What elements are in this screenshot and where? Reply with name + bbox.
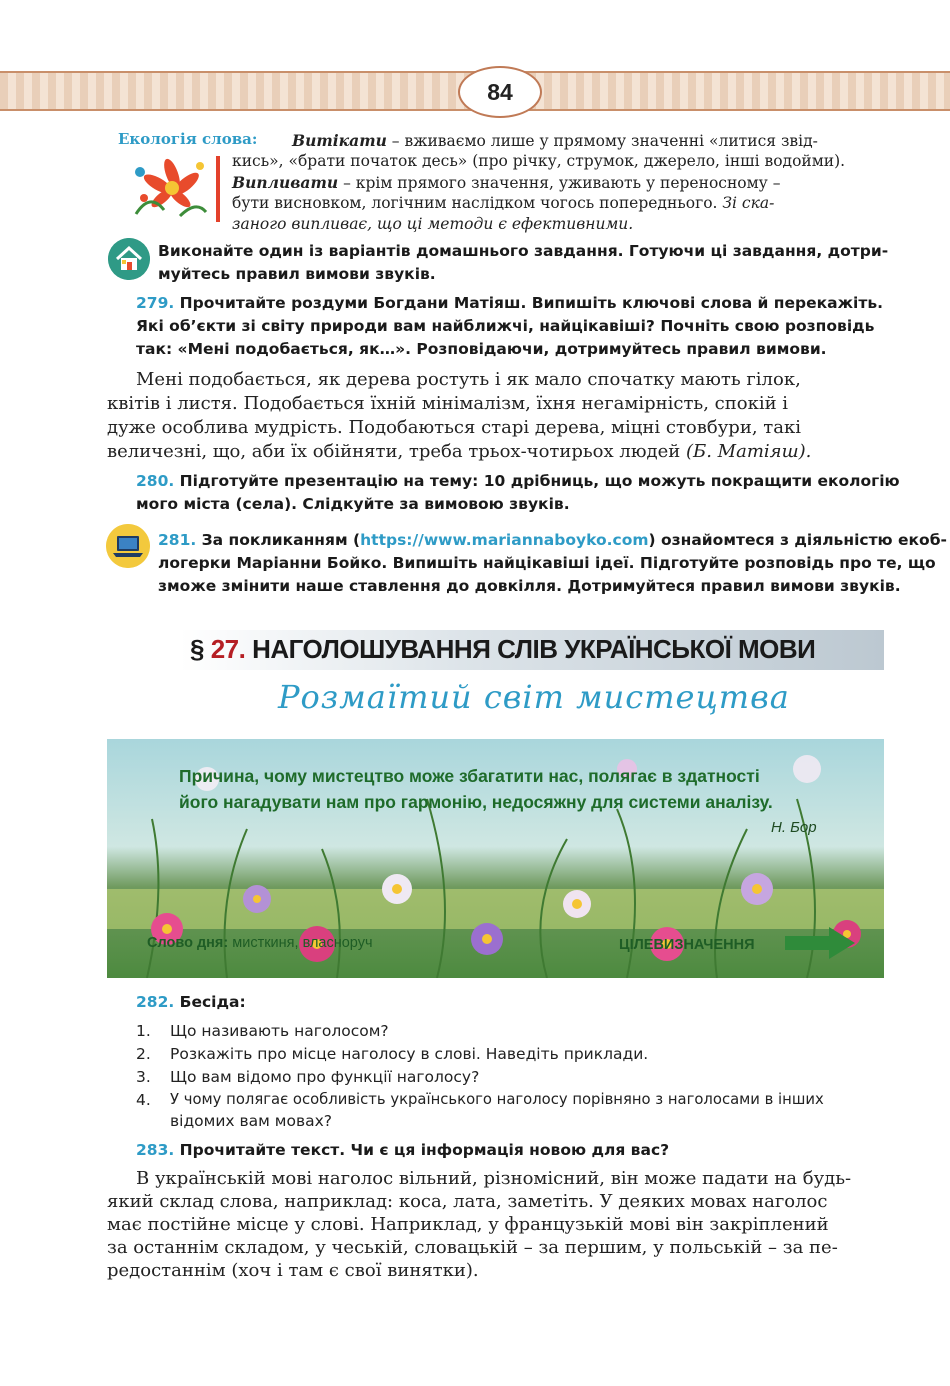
- list-item-2: 2.: [136, 1045, 151, 1063]
- page-number: 84: [458, 66, 542, 118]
- task-281-line-3: зможе змінити наше ставлення до довкілля. Дотримуйтеся правил вимови звуків.: [158, 577, 901, 595]
- text-279-line-3: дуже особлива мудрість. Подобаються старі дерева, міцні стовбури, такі: [107, 417, 801, 438]
- section-title: НАГОЛОШУВАННЯ СЛІВ УКРАЇНСЬКОЇ МОВИ: [252, 634, 816, 664]
- term-vytikaty: Витікати: [292, 131, 387, 150]
- homework-line-1: Виконайте один із варіантів домашнього завдання. Готуючи ці завдання, дотри-: [158, 242, 889, 260]
- website-link[interactable]: https://www.mariannaboyko.com: [360, 531, 649, 549]
- task-281-line-2: логерки Маріанни Бойко. Випишіть найцікавіші ідеї. Підготуйте розповідь про те, що: [158, 554, 936, 572]
- section-subtitle: Розмаїтий світ мистецтва: [278, 678, 790, 716]
- ecology-def-1: – вживаємо лише у прямому значенні «литися звід-: [386, 132, 818, 150]
- home-icon: [108, 238, 150, 280]
- arrow-right-icon: [783, 925, 857, 961]
- quote-author: Н. Бор: [771, 819, 817, 836]
- text-279-line-2: квітів і листя. Подобається їхній мінімалізм, їхня негамірність, спокій і: [107, 393, 789, 414]
- list-item-2-text: Розкажіть про місце наголосу в слові. Наведіть приклади.: [170, 1045, 649, 1063]
- text-283-line-3: має постійне місце у слові. Наприклад, у французькій мові він закріплений: [107, 1214, 829, 1235]
- section-number: 27.: [210, 634, 246, 664]
- list-item-4-text-cont: відомих вам мовах?: [170, 1112, 332, 1130]
- task-279-line-1: 279. Прочитайте роздуми Богдани Матіяш. Випишіть ключові слова й перекажіть.: [136, 294, 884, 312]
- word-of-day: [147, 935, 373, 951]
- ecology-label: Екологія слова:: [118, 130, 258, 148]
- task-283-heading: 283. Прочитайте текст. Чи є ця інформація новою для вас?: [136, 1141, 670, 1159]
- text-283-line-5: редостаннім (хоч і там є свої винятки).: [107, 1260, 479, 1281]
- task-280-line-1: 280. Підготуйте презентацію на тему: 10 дрібниць, що можуть покращити екологію: [136, 472, 900, 490]
- task-282-heading: 282. Бесіда:: [136, 993, 246, 1011]
- text-279-author: (Б. Матіяш).: [685, 441, 812, 462]
- task-280-number: 280.: [136, 472, 175, 490]
- list-item-4-text: У чому полягає особливість українського наголосу порівняно з наголосами в інших: [170, 1091, 824, 1108]
- ecology-line-2: кись», «брати початок десь» (про річку, струмок, джерело, інші водойми).: [232, 152, 846, 170]
- ecology-line-3: Випливати – крім прямого значення, уживають у переносному –: [232, 173, 781, 192]
- ecology-line-4: бути висновком, логічним наслідком чогось попереднього. Зі ска-: [232, 194, 775, 212]
- list-item-1-text: Що називають наголосом?: [170, 1022, 389, 1040]
- section-heading: § 27. НАГОЛОШУВАННЯ СЛІВ УКРАЇНСЬКОЇ МОВИ: [190, 634, 816, 664]
- ecology-line-1: [292, 130, 818, 152]
- quote-line-1: Причина, чому мистецтво може збагатити нас, полягає в здатності: [179, 766, 760, 786]
- text-283-line-1: В українській мові наголос вільний, різномісний, він може падати на будь-: [136, 1168, 852, 1189]
- text-279-line-4: величезні, що, аби їх обійняти, треба трьох-чотирьох людей (Б. Матіяш).: [107, 441, 812, 462]
- word-of-day-label: Слово дня:: [147, 935, 229, 951]
- laptop-icon: [106, 524, 150, 568]
- ecology-accent-bar: [216, 156, 220, 222]
- list-item-3: 3.: [136, 1068, 151, 1086]
- task-280-line-2: мого міста (села). Слідкуйте за вимовою звуків.: [136, 495, 570, 513]
- goal-setting-label: ЦІЛЕВИЗНАЧЕННЯ: [619, 937, 755, 953]
- task-279-number: 279.: [136, 294, 175, 312]
- quote-line-2: його нагадувати нам про гармонію, недосяжну для системи аналізу.: [179, 792, 773, 812]
- task-279-line-2: Які об’єкти зі світу природи вам найближчі, найцікавіші? Почніть свою розповідь: [136, 317, 875, 335]
- list-item-3-text: Що вам відомо про функції наголосу?: [170, 1068, 480, 1086]
- flower-ornament-icon: [130, 152, 208, 224]
- ecology-line-5: заного випливає, що ці методи є ефективними.: [232, 215, 634, 233]
- list-item-1: 1.: [136, 1022, 151, 1040]
- text-279-line-1: Мені подобається, як дерева ростуть і як мало спочатку мають гілок,: [136, 369, 801, 390]
- text-283-line-4: за останнім складом, у чеській, словацькій – за першим, у польській – за пе-: [107, 1237, 838, 1258]
- painting-banner: [107, 739, 884, 978]
- homework-line-2: муйтесь правил вимови звуків.: [158, 265, 436, 283]
- word-of-day-value: мисткиня, власноруч: [232, 935, 373, 951]
- text-283-line-2: який склад слова, наприклад: коса, лата, заметіть. У деяких мовах наголос: [107, 1191, 828, 1212]
- task-281-line-1: 281. За покликанням (https://www.mariannaboyko.com) ознайомтеся з діяльністю екоб-: [158, 531, 947, 549]
- task-279-line-3: так: «Мені подобається, як…». Розповідаючи, дотримуйтесь правил вимови.: [136, 340, 827, 358]
- list-item-4: 4.: [136, 1091, 151, 1109]
